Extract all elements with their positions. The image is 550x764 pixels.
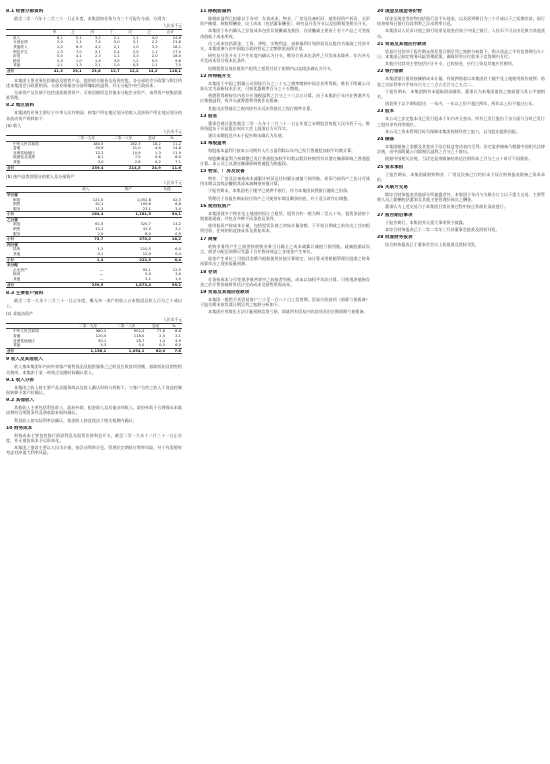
table-cell: 2,0 [132,49,139,54]
table-cell: 180,5 [92,141,104,146]
table-header-cell: 戊 [121,30,140,36]
table-cell: 239,5 [67,282,104,288]
paragraph: 本集团之收入按主要产品及服务线以及收入确认时间分拆如下。与客户合约之收入于货品控制权转移予客户时确认。 [6,384,182,395]
column-left [6,6,182,758]
table-cell: 欧洲及北美洲 [13,155,36,160]
table-cell: 8.6 [175,329,181,334]
table-header-cell: 负债 [152,187,182,193]
table-cell: 小计 [6,257,67,263]
table-header-cell: 合计 [159,30,182,36]
table-cell: 投资 [13,247,21,252]
paragraph: 于报告期末，本集团若干楼宇已抵押予银行，作为本集团获授银行融资之担保。 [208,188,352,194]
paragraph: 短期租赁及低价值资产租赁之租赁付款于租期内以直线法确认为开支。 [208,65,335,71]
table-cell: 18,0 [172,54,181,59]
table-unit: 人民币千元 [163,128,182,134]
section-heading: 23 股本 [377,109,395,115]
section-heading: 8.1 经营分部资料 [6,9,44,14]
table-cell: 2,5 [56,58,63,63]
paragraph: 收购业务所产生之商誉按收购业务当日确立之成本减累计减值亏损列账。就减值测试而言，商誉分配至预期可受惠于合并协同效益之各现金产生单位。 [200,243,370,254]
table-header-cell: 变动 [142,135,162,141]
table-header-cell: 二零一九年 [69,323,107,329]
table-cell: — [99,272,104,277]
table-cell: 销售 [13,202,21,207]
table-cell: 0,1 [97,252,104,257]
table-cell: 7,4 [94,40,101,45]
table-cell: 2,8 [134,159,141,164]
table-cell: 0,5 [132,63,139,68]
table-cell: 7,0 [175,63,181,68]
paragraph: 管理层于各报告期末检讨资产之可使用年期及剩余价值，并于适当时作出调整。 [208,195,352,201]
paragraph: 贸易应付款项于报告期末按发票日期呈列之账龄分析如下。购买货品之平均信贷期为九十日。本集团已制定财务风险管理政策，确保所有应付款项于信贷期内支付。 [377,48,545,60]
table-cell: 320,7 [140,222,151,227]
table-cell: 1,1 [56,63,63,68]
table-cell: 1,4 [159,338,166,343]
paragraph: 员工成本包括薪金、工资、津贴、实物利益、退休福利计划供款及以股份为基础之付款开支。本集团参与由中国地方政府营运之定额供款退休计划。 [200,40,370,52]
table-cell: 4,1 [75,54,82,59]
table-cell: 7.8 [166,348,182,354]
table-cell: 980,2 [95,329,107,334]
table-cell: 23,1 [142,206,151,211]
table-cell: 1,0 [175,277,181,282]
assets-table [6,323,182,355]
table-cell: 2,0 [151,54,158,59]
table-caption: (a) 收入 [6,122,22,128]
table-row [6,165,182,171]
column-right [377,6,545,758]
paragraph: 本集团银行借款按摊销成本计量。有抵押借款以本集团若干楼宇及土地使用权作抵押。借款之实际利率介乎每年百分之三点五至百分之五点二。 [377,76,545,87]
table-cell: 92,1 [142,267,151,272]
table-cell: 54,1 [152,212,182,218]
table-cell: 2,5 [159,334,166,338]
table-cell: 5,0 [113,40,120,45]
table-cell: 6.0 [175,343,181,348]
table-cell: 1,1 [151,63,158,68]
table-cell: 4,0 [151,35,158,40]
table-cell: 6,4 [152,257,182,263]
table-cell: 239,4 [67,165,104,171]
table-cell: — [99,267,104,272]
table-cell: 1,3 [56,49,63,54]
table-cell: 香港 [13,334,21,338]
paragraph: 每股基本盈利乃按本公司拥有人应占溢利除以年内已发行普通股加权平均数计算。 [208,148,356,154]
table-header-cell: 变动 [145,323,166,329]
paragraph: 物业、厂房及设备按成本减累计折旧及任何累计减值亏损列账。折旧乃按资产之估计可使用年期以直线法撇销其成本减剩余价值计算。 [200,176,370,187]
section-heading: 14 每股盈利 [200,141,227,147]
table-cell: 5,0 [145,272,151,277]
table-cell: 1,054,1 [107,348,145,354]
table-cell: 82,0 [145,348,166,354]
table-cell: 中华人民共和国 [13,329,39,334]
section-heading: 21 贸易及其他应付款项 [377,41,427,47]
section-heading: 27 报告期后事项 [377,212,413,218]
table-cell: 1,181,5 [104,212,152,218]
table-cell: 1,0 [75,58,82,63]
table-cell: 3,0 [175,206,181,211]
section-heading: 9.2 其他收入 [6,398,35,404]
segment-table [6,29,182,74]
section-heading: 24 储备 [377,137,395,143]
table-cell: 收入 [13,35,21,40]
table-cell: 11.2 [172,141,181,146]
table-cell: 中华人民共和国 [13,141,39,146]
table-cell: 1,4 [94,58,101,63]
paragraph: 研究及开发开支于产生年度内确认为开支，惟符合资本化条件之开发成本除外。年内并无开发成本符合资本化条件。 [200,53,370,64]
table-row [6,68,182,74]
table-cell: 1,873,4 [104,282,152,288]
table-cell: 120,5 [95,334,107,338]
table-cell: 1,1 [132,35,139,40]
table-cell: 3,0 [97,159,104,164]
table-cell: 2,2 [151,40,158,45]
table-cell: — [99,277,104,282]
table-cell: 其他收入 [13,44,28,49]
revenue-table [6,135,182,171]
section-heading: 25 资本承担 [377,164,404,170]
table-cell: 41,3 [45,68,64,74]
table-cell: 14,2 [140,68,159,74]
table-cell: 18,2 [152,237,182,243]
table-cell: 2,0 [56,40,63,45]
table-cell: 1,3 [97,247,104,252]
table-cell: 2,3 [94,54,101,59]
table-cell: 42,3 [172,197,181,202]
table-cell: 3,0 [175,272,181,277]
table-cell: 其他 [13,343,21,348]
table-group-label: 乙分部 [7,217,19,222]
section-heading: 13 股息 [200,113,218,119]
table-cell: 1,1 [75,40,82,45]
table-cell: 小计 [6,237,67,243]
table-cell: 902,4 [133,329,145,334]
table-cell: 1,2 [132,58,139,63]
section-heading: 8.2 地区资料 [6,103,35,109]
table-cell: 2,1 [94,63,101,68]
table-cell: 6,0 [175,247,181,252]
paragraph: 借款须于以下期间偿还：一年内、一年以上但不超过两年、两年以上但不超过五年。 [385,101,537,107]
paragraph: 于报告期末，本集团就收购物业、厂房及设备已订约但未于综合财务报表拨备之资本承担。 [377,171,545,182]
table-cell: 5,1 [75,35,82,40]
table-cell: 销售 [13,227,21,232]
table-cell: 30,1 [97,338,107,343]
table-cell: 合计 [6,165,67,171]
table-cell: 21,8 [172,40,181,45]
paragraph: 使用权资产按成本计量，包括租赁负债之初始计量金额、于开始日期或之前作出之任何租赁付款、任何初始直接成本及恢复成本。 [200,223,370,234]
table-cell: 7.1 [175,159,181,164]
paragraph: 本集团主要业务包括制造及销售产品、提供相关服务及投资控股。各分部的会计政策与附注所述本集团会计政策相同。分部业绩指各分部所赚取的溢利，并无分配中央行政成本。 [6,77,182,88]
table-cell: 61,5 [95,222,104,227]
section-heading: 12 所得税开支 [200,73,231,79]
table-cell: 0,2 [154,159,161,164]
table-cell: 1,1 [113,54,120,59]
table-cell: 2,1 [113,35,120,40]
table-header-cell: 己 [140,30,159,36]
table-header-cell: % [162,135,182,141]
table-cell: 0,6 [154,155,161,160]
paragraph: 分部资产及负债不包括递延税项资产、可收回税项及其他未分配企业资产，该等资产按集团基准管理。 [6,89,182,101]
paragraph: 利息收入按实际利率法确认。租金收入按直线法于相关租期内确认。 [14,417,137,423]
table-cell: 3,1 [132,40,139,45]
table-cell: 370,2 [104,237,152,243]
table-cell: 11.9 [172,150,181,155]
table-cell: 116,1 [159,68,182,74]
table-cell: 18,1 [172,44,181,49]
table-cell: 2,1 [145,277,151,282]
table-cell: 1,2 [56,44,63,49]
paragraph: 每股摊薄盈利乃按调整已发行普通股加权平均数以假设转换所有具潜在摊薄影响之普通股计算。本公司之具潜在摊薄影响普通股为购股权。 [200,155,370,166]
table-cell: 8.0 [175,155,181,160]
table-cell: 2,4 [113,49,120,54]
table-cell: 企业资产 [13,267,28,272]
table-cell: 5,3 [100,343,107,348]
table-header-cell: % [166,323,182,329]
paragraph: 本公司之法定股本及已发行股本于年内并无变动。所有已发行股份于各方面与当时已发行之股份享有同等地位。 [377,116,545,127]
table-cell: 3,1 [94,49,101,54]
paragraph: 除税前溢利已扣除以下各项：存货成本、物业、厂房及设备折旧、使用权资产折旧、无形资产摊销、核数师酬金、员工成本（包括董事酬金）、研究及开发开支以及短期租赁相关开支。 [200,16,370,27]
paragraph: 本公司之资本管理目标为保障本集团持续经营之能力，以为股东提供回报。 [385,128,521,134]
table-cell: 服务 [13,206,21,211]
table-cell: 35,6 [95,146,104,151]
table-cell: 3,3 [132,54,139,59]
product-table [6,186,182,288]
table-cell: 8,8 [175,202,181,207]
section-heading: 11 除税前溢利 [200,9,231,14]
table-cell: 0,3 [159,343,166,348]
table-cell: 合计 [6,68,45,74]
table-cell: 164,4 [67,212,104,218]
paragraph: 根据中国相关法规，当法定盈余储备结余达注册资本之百分之五十时可不再拨款。 [385,156,533,162]
table-cell: 1,052,8 [136,197,151,202]
table-cell: 利息开支 [13,49,28,54]
table-cell: 合计 [6,348,69,354]
table-row [6,282,182,288]
paragraph: 于报告期后，本集团并无重大事项须予披露。 [385,219,467,225]
table-cell: 11.6 [162,165,182,171]
table-group-label: 未分配 [7,263,19,268]
table-cell: 5,0 [138,343,145,348]
paragraph: 本集团一般给予其贸易客户三十至一百八十日之信贷期。贸易应收款项（扣除亏损拨备）于报告期末按发票日期呈列之账龄分析如下。 [200,296,370,308]
table-cell: 12,5 [172,267,181,272]
paragraph: 截至二零一九年十二月三十一日止年度，本集团按业务分为三个可报告分部，分别为： [14,16,170,21]
table-cell: 合计 [6,282,67,288]
column-middle [200,6,370,758]
paragraph: 本集团以人民币计值之银行结余及现金存放于中国之银行。人民币不可自由兑换为其他货币。 [377,28,545,39]
section-heading: 17 商誉 [200,236,218,242]
paragraph: 本集团储备之金额及其变动于综合权益变动表内呈列。法定盈余储备乃根据中国相关法律法规，由中国附属公司除税后溢利之百分之十拨出。 [377,144,545,155]
paragraph: 收入指本集团年内向外界客户销售货品及提供服务之已收及应收款项净额，扣除折扣及销售相关税项。本集团于某一时间点及随时间确认收入。 [6,364,182,375]
table-cell: 162,3 [130,141,141,146]
paragraph: 本集团之借款主要以人民币计值，按浮动利率计息。管理层定期检讨利率风险，并于有需要时考虑对冲重大利率风险。 [6,445,182,456]
table-cell: 税项 [13,58,21,63]
table-cell: 95,2 [152,282,182,288]
paragraph: 财务成本主要包括银行借款利息及租赁负债利息开支。截至二零一九年十二月三十一日止年度，并无借款成本予以资本化。 [6,432,182,443]
table-cell: 1,3 [154,150,161,155]
section-heading: 28 批准财务报表 [377,235,413,241]
table-cell: 小计 [6,212,67,218]
table-cell: 4,2 [94,44,101,49]
paragraph: 现金产生单位之可收回金额乃根据使用价值计算厘定，该计算采用根据管理层批准之财务预算作出之现金流量预测。 [200,256,370,267]
table-cell: 3,1 [175,227,181,232]
table-cell: 4,6 [154,146,161,151]
paragraph: 本集团的业务主要位于中华人民共和国。按客户所在地区划分的收入及按资产所在地区划分的非流动资产资料如下： [6,110,182,121]
paragraph: 本集团于年内确认之存货成本包括存货撇减及拨回。存货撇减主要由于若干产品之可变现净值低于成本所致。 [200,28,370,39]
table-cell: 1,136,1 [69,348,107,354]
section-heading: 9.1 收入分拆 [6,377,35,383]
table-cell: 其他 [13,159,21,164]
section-heading: 8.3 主要客户资料 [6,291,44,297]
table-cell: 77,8 [156,329,166,334]
table-cell: 5,0 [56,54,63,59]
section-heading: 16 使用权资产 [200,203,231,209]
table-cell: 2,0 [97,231,104,236]
table-cell: 12,2 [121,68,140,74]
table-header-cell: 二零一八年 [107,323,145,329]
table-header-cell: 二零一八年 [105,135,142,141]
section-heading: 10 财务成本 [6,425,33,431]
table-cell: 118,0 [133,334,145,338]
table-cell: 11,3 [95,206,104,211]
table-cell: 2.1 [175,334,181,338]
table-cell: 14.8 [172,146,181,151]
table-group-label: 甲分部 [7,192,19,197]
paragraph: 现金及现金等价物包括银行及手头现金，以及原到期日为三个月或以下之短期存款。银行结余按每日银行存款利率之浮动利率计息。 [377,16,545,27]
section-heading: 26 关联方交易 [377,185,408,191]
table-cell: 12,0 [142,252,151,257]
table-cell: 亚洲其他地区 [13,150,36,155]
section-heading: 15 物业、厂房及设备 [200,169,245,175]
table-cell: 222,5 [104,257,152,263]
table-cell: 73,7 [67,237,104,243]
table-cell: 31,0 [132,146,141,151]
table-cell: 32,1 [95,202,104,207]
table-cell: 折旧 [13,54,21,59]
paragraph: 其他收入主要包括利息收入、政府补助、租金收入及其他杂项收入。政府补助于合理保证本集团将符合所附条件及将收取补助时确认。 [6,405,182,416]
section-heading: 22 银行借款 [377,69,404,75]
section-heading: 20 现金及现金等价物 [377,9,422,14]
table-header-cell: 收入 [67,187,104,193]
table-cell: 3,2 [94,35,101,40]
table-cell: 18,2 [152,141,161,146]
table-cell: 香港 [13,146,21,151]
paragraph: 其他应付款项主要包括应计开支、已收按金、应付工资及其他应付税项。 [385,61,516,67]
table-cell: 其他 [13,277,21,282]
table-cell: 制造 [13,197,21,202]
table-cell: 12,7 [102,68,121,74]
paragraph: 董事认为上述交易乃于本集团日常业务过程中按正常商业条款进行。 [385,204,508,210]
table-caption: (b) 按产品类别划分的收入及分部资产 [6,174,75,180]
table-cell: 28,7 [136,338,145,343]
table-row [6,348,182,354]
section-heading: 18 存货 [200,269,218,275]
table-cell: 1,0 [113,63,120,68]
table-cell: 14,2 [172,222,181,227]
table-cell: 7,5 [134,155,141,160]
table-unit: 人民币千元 [163,316,182,322]
paragraph: 本集团就多个物业及土地使用权订立租赁。租赁合约一般为期二至五十年。租赁条款按个别基准磋商，并包含多种不同条款及条件。 [200,210,370,222]
table-cell: 1,4 [67,257,104,263]
paragraph: 除综合财务报表其他部分所披露者外，本集团于年内与关联方订立以下重大交易。主要管理人员之薪酬包括董事及其他主要管理层成员之酬金。 [377,192,545,203]
table-cell: 6,3 [75,44,82,49]
table-header-cell: 乙 [64,30,83,36]
paragraph: 存货按成本与可变现净值两者中之较低者列账。成本以加权平均法计算。可变现净值指存货之估计售价减所有估计完成成本及销售所需成本。 [200,276,370,287]
table-header-cell: 丁 [102,30,121,36]
table-cell: 41,5 [142,227,151,232]
table-cell: 分部业绩 [13,40,28,45]
table-cell: 1,0 [132,44,139,49]
table-cell: 25,1 [64,68,83,74]
section-heading: 9 收入及其他收入 [6,357,43,363]
table-cell: 8,1 [97,155,104,160]
paragraph: 董事会建议派发截至二零一九年十二月三十一日止年度之末期股息每股人民币若干元，惟须待股东于应届股东周年大会上批准后方可作实。 [200,120,370,132]
table-cell: 4.9 [175,338,181,343]
section-heading: 19 贸易及其他应收款项 [200,289,250,295]
paragraph: 综合财务报表已于董事会会议上获批准及授权刊发。 [385,242,480,248]
table-header-cell: 丙 [83,30,102,36]
table-caption: (c) 非流动资产 [6,310,34,316]
paragraph: 截至二零一九年十二月三十一日止年度，概无单一客户的收入占本集团总收入百分之十或以上。 [6,298,182,309]
table-header-cell: 甲 [45,30,64,36]
table-group-label: 丙分部 [7,242,19,247]
paragraph: 其他司法管辖区之税项按有关司法管辖区之现行税率计算。 [208,105,315,111]
table-cell: 服务 [13,231,21,236]
table-cell: 10,2 [95,227,104,232]
paragraph: 本集团应用简化方法计量预期信贷亏损，即就所有贸易应收款项采用全期预期亏损拨备。 [208,309,368,315]
paragraph: 本综合财务报表已于二零二零年三月获董事会批准及授权刊发。 [385,226,500,232]
table-cell: 1,1 [151,49,158,54]
table-header-cell: 资产 [104,187,152,193]
table-cell: 9,6 [175,58,181,63]
table-cell: 1,3 [75,63,82,68]
paragraph: 本集团于中国之附属公司须按百分之二十五之税率缴纳中国企业所得税，惟若干附属公司获认定为高新技术企业，可按优惠税率百分之十五缴税。 [200,80,370,92]
table-cell: 105,6 [140,202,151,207]
table-cell: 其他 [13,63,21,68]
table-cell: 24,9 [142,165,162,171]
table-cell: 17,0 [172,49,181,54]
table-cell: 0,4 [175,252,181,257]
table-header-cell: 二零一九年 [67,135,104,141]
table-cell: 0,5 [151,58,158,63]
table-cell: 214,5 [105,165,142,171]
table-cell: 税项 [13,272,21,277]
table-cell: 8,1 [56,35,63,40]
table-cell: 12,2 [95,150,104,155]
paragraph: 于报告期末，本集团拥有未提取借款融资。董事认为本集团借款之账面值与其公平值相若。 [377,88,545,100]
table-unit: 人民币千元 [163,23,182,29]
table-cell: 24,6 [172,35,181,40]
table-unit: 人民币千元 [163,180,182,186]
table-cell: 8,0 [145,231,151,236]
table-cell: 2,1 [113,44,120,49]
table-cell: 0,9 [175,231,181,236]
table-cell: 10,9 [132,150,141,155]
table-cell: 121,0 [92,197,104,202]
table-cell: 3,0 [113,58,120,63]
paragraph: 建议末期股息并未于报告期末确认为负债。 [208,133,286,139]
table-cell: 其他 [13,252,21,257]
table-cell: 7,0 [75,49,82,54]
table-cell: 亚洲其他地区 [13,338,36,343]
table-cell: 3,3 [151,44,158,49]
paragraph: 香港利得税按年内估计应课税溢利之百分之十六点五计算。由于本集团于年内在香港并无应课税溢利，故并无就香港利得税作出拨备。 [200,93,370,104]
table-cell: 23,6 [83,68,102,74]
table-cell: 制造 [13,222,21,227]
table-cell: 210,5 [140,247,151,252]
